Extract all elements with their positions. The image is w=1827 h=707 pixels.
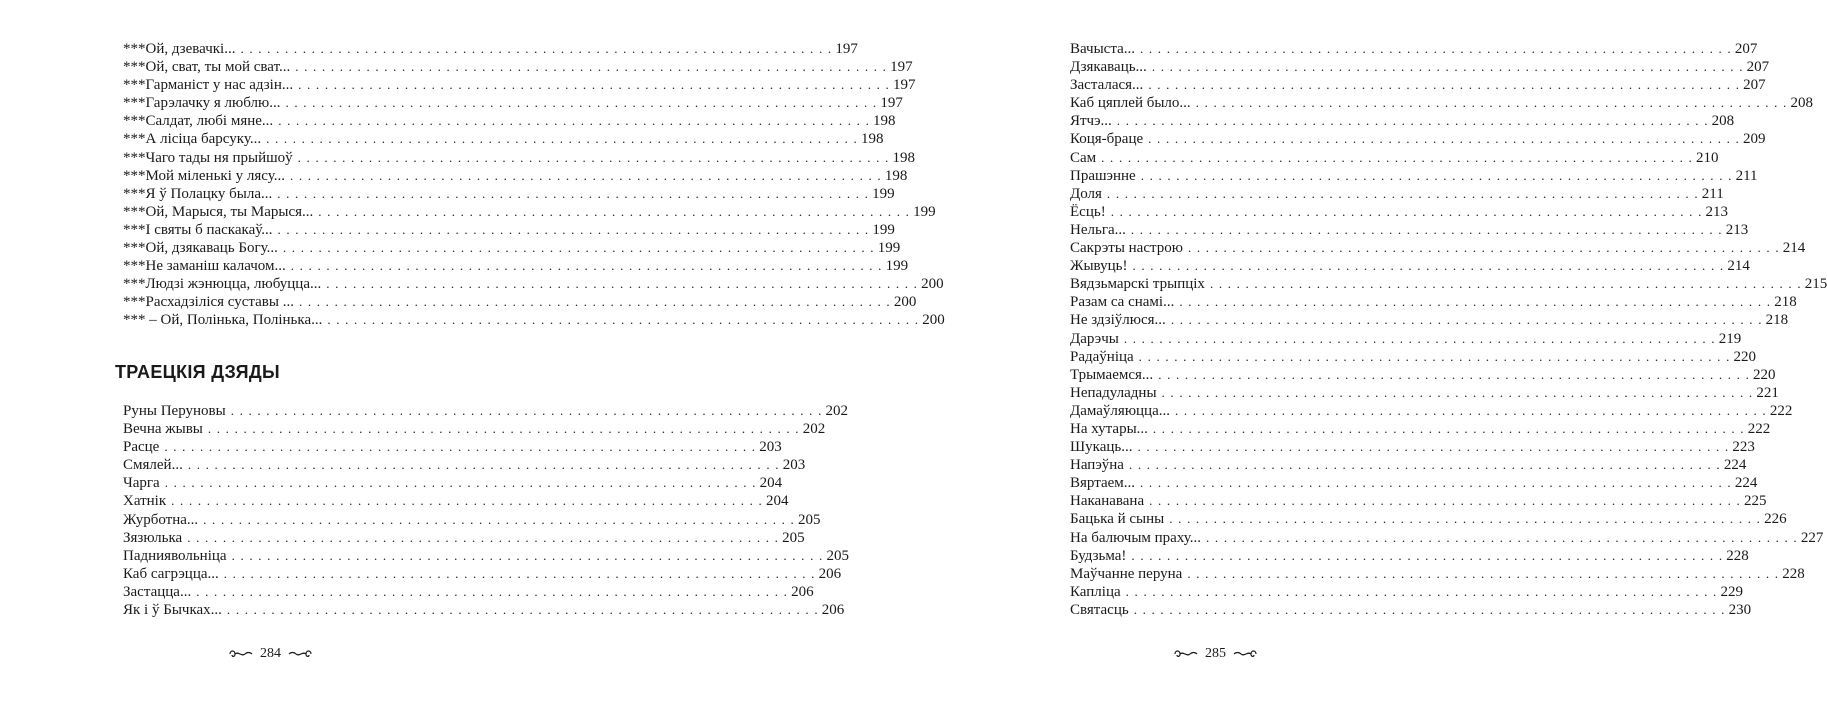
dot-leader: [1152, 58, 1744, 76]
toc-entry: [1070, 112, 1735, 130]
toc-entry-title: Чарга: [123, 475, 160, 492]
toc-entry-page: 229: [1720, 583, 1743, 600]
page-footer-right: [1173, 646, 1258, 662]
toc-entry-title: Ятчэ...: [1070, 113, 1112, 130]
toc-entry-title: Дамаўляюцца...: [1070, 402, 1170, 419]
toc-entry: [1070, 167, 1758, 185]
dot-leader: [1148, 76, 1740, 94]
toc-entry-title: Хатнік: [123, 493, 167, 510]
toc-entry: [123, 112, 896, 130]
toc-entry-title: Маўчанне перуна: [1070, 565, 1183, 582]
toc-entry-title: ***Ой, дзякаваць Богу...: [123, 240, 278, 257]
toc-entry-page: 214: [1727, 258, 1750, 275]
toc-entry: [123, 203, 936, 221]
toc-entry: [1070, 601, 1752, 619]
dot-leader: [1169, 510, 1761, 528]
toc-entry-title: Жывуць!: [1070, 258, 1128, 275]
toc-entry-title: Коця-браце: [1070, 131, 1144, 148]
toc-entry: [1070, 58, 1770, 76]
toc-entry-page: 199: [872, 221, 895, 238]
toc-entry-title: Засталася...: [1070, 77, 1144, 94]
toc-entry-title: ***І святы б паскакаў...: [123, 221, 273, 238]
dot-leader: [1131, 221, 1723, 239]
toc-entry-title: ***Гарманіст у нас адзін...: [123, 77, 294, 94]
toc-entry: [123, 293, 917, 311]
dot-leader: [1162, 384, 1754, 402]
toc-entry-page: 208: [1711, 113, 1735, 130]
toc-entry-title: ***Расхадзіліся суставы ...: [123, 294, 294, 311]
dot-leader: [1131, 547, 1723, 565]
toc-entry-page: 208: [1790, 95, 1814, 112]
dot-leader: [1148, 130, 1740, 148]
toc-entry: [1070, 185, 1724, 203]
toc-entry-page: 211: [1701, 185, 1724, 202]
dot-leader: [1149, 492, 1741, 510]
toc-entry-title: ***Мой міленькі у лясу...: [123, 167, 285, 184]
toc-entry-page: 206: [821, 602, 845, 619]
toc-entry: [1070, 474, 1758, 492]
toc-entry: [1070, 438, 1755, 456]
swirl-ornament-icon: [287, 648, 313, 660]
toc-entry: [123, 492, 789, 510]
toc-entry-page: 198: [860, 131, 884, 148]
toc-entry: [1070, 311, 1789, 329]
toc-entry-page: 227: [1800, 529, 1824, 546]
toc-entry-title: ***А лісіца барсуку...: [123, 131, 262, 148]
toc-entry: [123, 40, 858, 58]
dot-leader: [1141, 167, 1733, 185]
toc-entry: [1070, 529, 1824, 547]
toc-entry-page: 205: [826, 547, 849, 564]
toc-entry-page: 215: [1804, 276, 1827, 293]
toc-entry: [1070, 330, 1742, 348]
toc-entry: [1070, 583, 1743, 601]
toc-entry-title: Вяртаем...: [1070, 475, 1136, 492]
toc-entry: [1070, 547, 1749, 565]
toc-entry-title: Журботна...: [123, 511, 199, 528]
toc-entry-title: Радаўніца: [1070, 348, 1134, 365]
toc-entry: [123, 149, 916, 167]
toc-entry: [1070, 239, 1806, 257]
toc-entry: [1070, 384, 1779, 402]
toc-entry-page: 214: [1782, 240, 1806, 257]
toc-list-left-top: [123, 40, 945, 330]
toc-entry-title: ***Ой, сват, ты мой сват...: [123, 59, 291, 76]
toc-entry-page: 205: [782, 529, 805, 546]
dot-leader: [1206, 529, 1798, 547]
toc-entry-page: 228: [1782, 565, 1805, 582]
toc-entry-title: Прашэнне: [1070, 167, 1136, 184]
toc-entry-title: Капліца: [1070, 583, 1121, 600]
toc-entry-page: 219: [1718, 330, 1742, 347]
toc-entry: [123, 420, 826, 438]
toc-entry-page: 199: [872, 185, 895, 202]
toc-entry-title: ***Салдат, любі мяне...: [123, 113, 274, 130]
toc-entry: [123, 275, 944, 293]
toc-entry-title: Каб цяплей было...: [1070, 95, 1191, 112]
toc-entry-title: Вачыста...: [1070, 41, 1135, 57]
toc-entry-page: 226: [1764, 511, 1787, 528]
page-number: 285: [1205, 646, 1226, 661]
dot-leader: [1137, 438, 1729, 456]
toc-entry-page: 209: [1743, 131, 1766, 148]
right-page: [500, 0, 1827, 707]
toc-entry-page: 221: [1756, 384, 1779, 401]
toc-entry: [1070, 492, 1767, 510]
dot-leader: [1124, 330, 1716, 348]
toc-entry: [123, 221, 895, 239]
toc-entry-title: Расце: [123, 439, 160, 456]
toc-entry-page: 220: [1753, 366, 1776, 383]
toc-entry-title: Сам: [1070, 149, 1097, 166]
toc-entry: [1070, 94, 1814, 112]
toc-entry: [1070, 402, 1793, 420]
toc-entry: [123, 76, 916, 94]
toc-entry-title: Сакрэты настрою: [1070, 240, 1183, 257]
toc-entry-page: 218: [1774, 294, 1797, 311]
toc-entry-title: Не здзіўлюся...: [1070, 312, 1166, 329]
toc-entry-title: Вечна жывы: [123, 421, 203, 438]
toc-entry-page: 197: [890, 59, 913, 76]
toc-entry: [123, 601, 845, 619]
toc-entry-title: Дзякаваць...: [1070, 59, 1147, 76]
dot-leader: [1140, 474, 1732, 492]
toc-entry: [123, 94, 903, 112]
toc-entry: [1070, 257, 1750, 275]
toc-entry-title: ***Чаго тады ня прыйшоў: [123, 149, 293, 166]
toc-entry-page: 200: [921, 276, 944, 293]
toc-entry-page: 207: [1743, 77, 1766, 94]
dot-leader: [1101, 149, 1693, 167]
toc-entry-title: ***Гарэлачку я люблю...: [123, 95, 281, 112]
dot-leader: [1196, 94, 1788, 112]
toc-entry: [123, 239, 901, 257]
toc-entry-title: Падниявольніца: [123, 547, 227, 564]
toc-entry: [123, 438, 782, 456]
toc-list-right: [1070, 40, 1827, 619]
toc-entry: [1070, 510, 1787, 528]
toc-entry-title: Вядзьмарскі трыпціх: [1070, 276, 1205, 293]
toc-entry-title: Шукаць...: [1070, 439, 1133, 456]
toc-entry: [1070, 420, 1771, 438]
toc-entry-title: На хутары...: [1070, 420, 1148, 437]
toc-entry-title: Напэўна: [1070, 457, 1124, 474]
toc-entry-page: 213: [1725, 221, 1749, 238]
toc-entry-title: Ёсць!: [1070, 203, 1106, 220]
toc-entry-page: 223: [1732, 439, 1755, 456]
toc-entry: [123, 456, 806, 474]
toc-entry-page: 228: [1726, 547, 1749, 564]
swirl-ornament-icon: [1173, 648, 1199, 660]
toc-entry-title: Зязюлька: [123, 529, 183, 546]
toc-entry: [1070, 149, 1719, 167]
toc-entry-page: 205: [798, 511, 821, 528]
toc-entry-title: На балючым праху...: [1070, 529, 1202, 546]
toc-entry-title: Бацька й сыны: [1070, 511, 1165, 528]
toc-entry-page: 224: [1723, 457, 1747, 474]
dot-leader: [1140, 40, 1732, 58]
toc-entry-page: 206: [791, 583, 814, 600]
toc-entry-page: 203: [782, 457, 806, 474]
toc-entry: [123, 257, 909, 275]
toc-entry: [1070, 366, 1776, 384]
toc-entry-page: 198: [873, 113, 896, 130]
dot-leader: [1187, 565, 1779, 583]
toc-entry: [1070, 456, 1747, 474]
toc-entry-page: 206: [818, 565, 842, 582]
toc-entry: [1070, 565, 1805, 583]
toc-entry-page: 204: [759, 475, 783, 492]
toc-entry-title: Доля: [1070, 185, 1102, 202]
toc-entry-page: 198: [892, 149, 916, 166]
toc-entry-page: 213: [1705, 203, 1729, 220]
toc-entry-title: Наканавана: [1070, 493, 1145, 510]
toc-entry-page: 202: [802, 421, 826, 438]
dot-leader: [1129, 456, 1721, 474]
toc-entry-page: 199: [877, 240, 901, 257]
toc-entry-page: 222: [1769, 402, 1793, 419]
dot-leader: [1132, 257, 1724, 275]
toc-entry: [1070, 221, 1749, 239]
toc-entry: [123, 529, 805, 547]
page-number: 284: [260, 646, 281, 661]
dot-leader: [1210, 275, 1802, 293]
toc-entry: [1070, 293, 1797, 311]
toc-entry: [1070, 76, 1766, 94]
section-heading: ТРАЕЦКІЯ ДЗЯДЫ: [115, 362, 280, 382]
toc-entry-title: Дарэчы: [1070, 330, 1119, 347]
toc-entry-page: 211: [1735, 167, 1758, 184]
toc-entry-page: 210: [1696, 149, 1719, 166]
toc-entry: [123, 167, 908, 185]
toc-entry-title: Святасць: [1070, 601, 1129, 618]
toc-entry-page: 199: [885, 258, 909, 275]
swirl-ornament-icon: [1232, 648, 1258, 660]
toc-entry-page: 203: [759, 439, 782, 456]
toc-entry-title: ***Ой, Марыся, ты Марыся...: [123, 203, 314, 220]
dot-leader: [1111, 203, 1703, 221]
toc-entry: [1070, 40, 1758, 58]
toc-entry-title: Нельга...: [1070, 221, 1126, 238]
toc-entry-title: Трымаемся...: [1070, 366, 1154, 383]
toc-entry-title: Смялей...: [123, 457, 183, 474]
toc-entry-title: Застацца...: [123, 583, 192, 600]
toc-entry: [123, 583, 814, 601]
toc-entry-title: *** – Ой, Полінька, Полінька...: [123, 312, 323, 329]
toc-entry: [123, 402, 849, 420]
dot-leader: [1126, 583, 1718, 601]
toc-entry: [123, 58, 913, 76]
toc-entry: [1070, 275, 1827, 293]
dot-leader: [1175, 402, 1767, 420]
toc-entry-title: Непадуладны: [1070, 384, 1157, 401]
toc-entry: [123, 474, 783, 492]
toc-entry-page: 230: [1728, 601, 1752, 618]
toc-list-left-section: [123, 402, 849, 619]
dot-leader: [1139, 348, 1731, 366]
toc-entry: [123, 565, 842, 583]
toc-entry: [123, 511, 821, 529]
toc-entry-title: Будзьма!: [1070, 547, 1127, 564]
toc-entry-page: 207: [1746, 59, 1770, 76]
toc-entry-page: 222: [1747, 420, 1771, 437]
toc-entry: [1070, 203, 1729, 221]
toc-entry-page: 224: [1734, 475, 1758, 492]
page-footer-left: [228, 646, 313, 662]
dot-leader: [1179, 293, 1771, 311]
toc-entry-page: 202: [825, 403, 849, 419]
dot-leader: [1153, 420, 1745, 438]
toc-entry-page: 197: [835, 41, 858, 57]
toc-entry-title: ***Людзі жэнюцца, любуцца...: [123, 276, 322, 293]
toc-entry-page: 197: [892, 77, 916, 94]
toc-entry-page: 218: [1765, 312, 1789, 329]
toc-entry-page: 199: [913, 203, 936, 220]
toc-entry-title: ***Ой, дзевачкі...: [123, 41, 236, 57]
dot-leader: [1188, 239, 1780, 257]
toc-entry-title: ***Я ў Полацку была...: [123, 185, 273, 202]
toc-entry: [1070, 130, 1766, 148]
toc-entry: [123, 185, 895, 203]
dot-leader: [1171, 311, 1763, 329]
toc-entry-title: ***Не заманіш калачом...: [123, 258, 286, 275]
toc-entry: [123, 311, 945, 329]
toc-entry-title: Каб сагрэцца...: [123, 565, 219, 582]
toc-entry-page: 200: [922, 312, 945, 329]
toc-entry-page: 198: [884, 167, 908, 184]
dot-leader: [1158, 366, 1750, 384]
toc-entry-page: 200: [893, 294, 917, 311]
toc-entry-title: Як і ў Бычках...: [123, 602, 222, 619]
toc-entry-page: 197: [880, 95, 903, 112]
toc-entry-page: 207: [1734, 41, 1758, 57]
toc-entry-page: 220: [1733, 348, 1757, 365]
toc-entry: [123, 130, 884, 148]
toc-entry-title: Разам са снамі...: [1070, 294, 1175, 311]
dot-leader: [1107, 185, 1699, 203]
toc-entry-page: 225: [1743, 493, 1767, 510]
toc-entry-title: Руны Перуновы: [123, 403, 226, 419]
dot-leader: [1117, 112, 1709, 130]
toc-entry: [123, 547, 849, 565]
dot-leader: [1134, 601, 1726, 619]
toc-entry-page: 204: [766, 493, 789, 510]
toc-entry: [1070, 348, 1757, 366]
swirl-ornament-icon: [228, 648, 254, 660]
